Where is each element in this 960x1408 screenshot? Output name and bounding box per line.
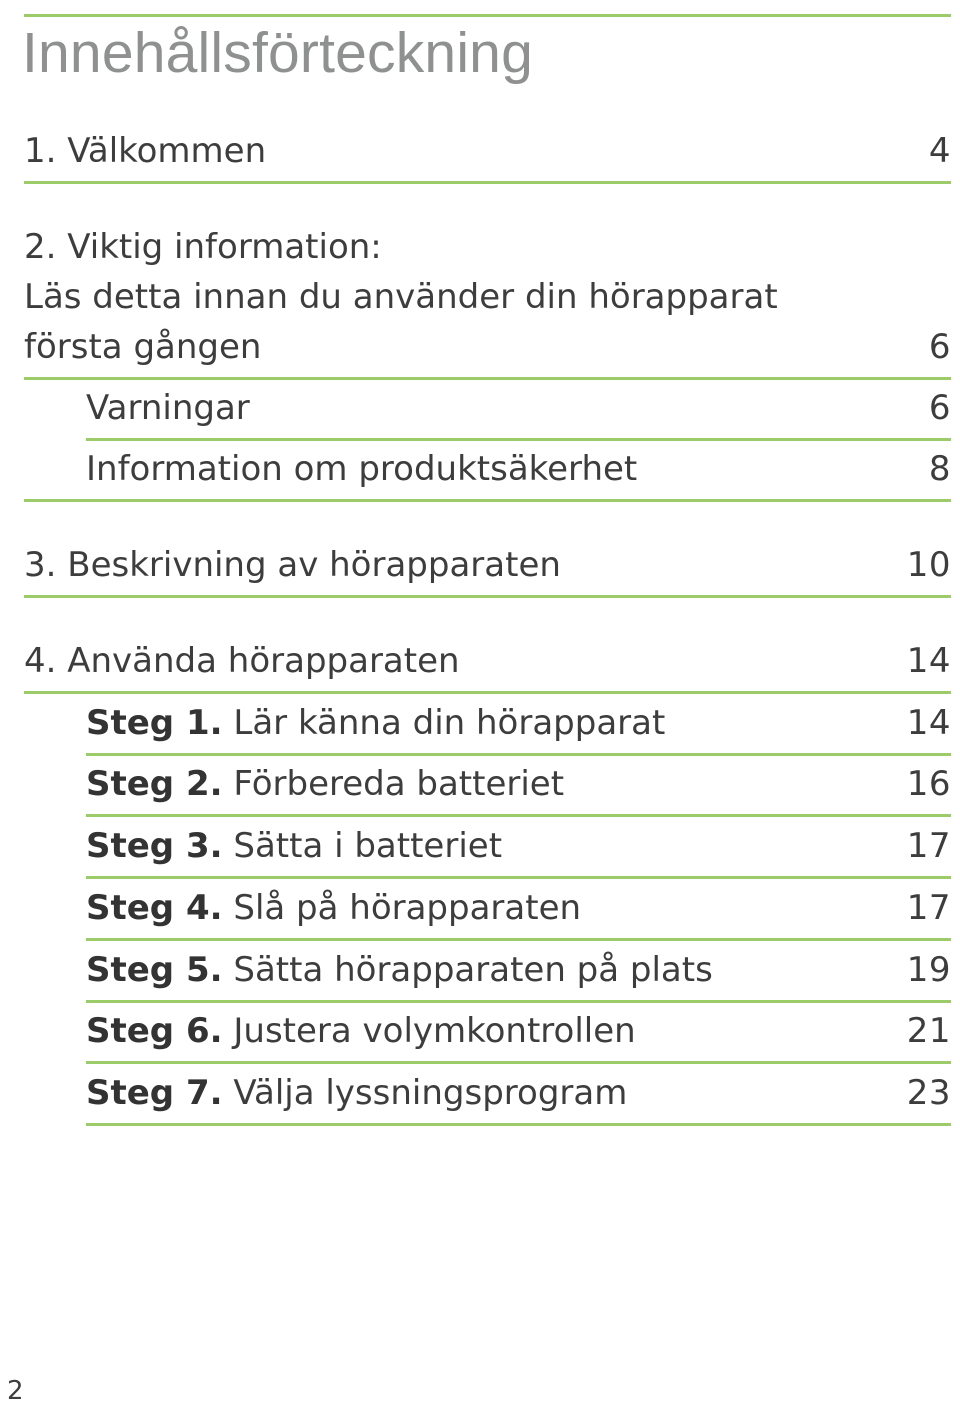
toc-entry-title-line: Läs detta innan du använder din hörapparat [24, 277, 778, 317]
toc-entry-page: 4 [928, 131, 951, 171]
toc-entry-title-line: 2. Viktig information: [24, 227, 382, 267]
toc-entry-title-line: första gången [24, 327, 262, 367]
toc-step-4[interactable] [86, 888, 951, 928]
toc-divider [24, 377, 951, 380]
toc-entry-title: 3. Beskrivning av hörapparaten [24, 545, 561, 585]
step-title: Slå på hörapparaten [233, 888, 582, 928]
toc-entry-page: 19 [906, 950, 951, 990]
step-label: Steg 3. [86, 826, 223, 866]
toc-entry-page: 14 [906, 703, 951, 743]
toc-entry-page: 17 [906, 826, 951, 866]
toc-entry-product-safety[interactable] [86, 449, 951, 489]
toc-divider [24, 499, 951, 502]
toc-entry-page: 14 [906, 641, 951, 681]
toc-divider [86, 753, 951, 756]
step-label: Steg 4. [86, 888, 223, 928]
page-title: Innehållsförteckning [22, 21, 533, 85]
toc-divider [86, 938, 951, 941]
step-title: Justera volymkontrollen [233, 1011, 636, 1051]
toc-entry-page: 10 [906, 545, 951, 585]
step-title: Lär känna din hörapparat [233, 703, 666, 743]
toc-step-1[interactable] [86, 703, 951, 743]
toc-entry-page: 6 [928, 327, 951, 367]
toc-entry-title: 1. Välkommen [24, 131, 267, 171]
toc-entry-description[interactable] [24, 545, 951, 585]
top-divider [24, 14, 951, 17]
step-label: Steg 7. [86, 1073, 223, 1113]
toc-entry-page: 17 [906, 888, 951, 928]
step-label: Steg 6. [86, 1011, 223, 1051]
step-title: Välja lyssningsprogram [233, 1073, 628, 1113]
toc-step-2[interactable] [86, 764, 951, 804]
toc-step-6[interactable] [86, 1011, 951, 1051]
toc-divider [24, 595, 951, 598]
toc-divider [86, 814, 951, 817]
step-title: Förbereda batteriet [233, 764, 565, 804]
toc-divider [24, 691, 951, 694]
step-label: Steg 2. [86, 764, 223, 804]
toc-entry-page: 21 [906, 1011, 951, 1051]
toc-entry-title: 4. Använda hörapparaten [24, 641, 460, 681]
toc-entry-page: 16 [906, 764, 951, 804]
toc-entry-using[interactable] [24, 641, 951, 681]
toc-step-3[interactable] [86, 826, 951, 866]
toc-entry-page: 8 [928, 449, 951, 489]
toc-divider [86, 1123, 951, 1126]
toc-entry-title: Information om produktsäkerhet [86, 449, 638, 489]
toc-entry-title: Varningar [86, 388, 250, 428]
toc-entry-page: 23 [906, 1073, 951, 1113]
toc-divider [86, 438, 951, 441]
toc-entry-welcome[interactable] [24, 131, 951, 171]
toc-entry-important-info[interactable] [24, 227, 951, 367]
toc-divider [24, 181, 951, 184]
step-label: Steg 5. [86, 950, 223, 990]
step-title: Sätta i batteriet [233, 826, 503, 866]
toc-divider [86, 1000, 951, 1003]
toc-step-7[interactable] [86, 1073, 951, 1113]
toc-step-5[interactable] [86, 950, 951, 990]
toc-entry-page: 6 [928, 388, 951, 428]
toc-divider [86, 876, 951, 879]
page-number: 2 [7, 1376, 24, 1406]
toc-entry-warnings[interactable] [86, 388, 951, 428]
step-label: Steg 1. [86, 703, 223, 743]
toc-divider [86, 1061, 951, 1064]
step-title: Sätta hörapparaten på plats [233, 950, 713, 990]
